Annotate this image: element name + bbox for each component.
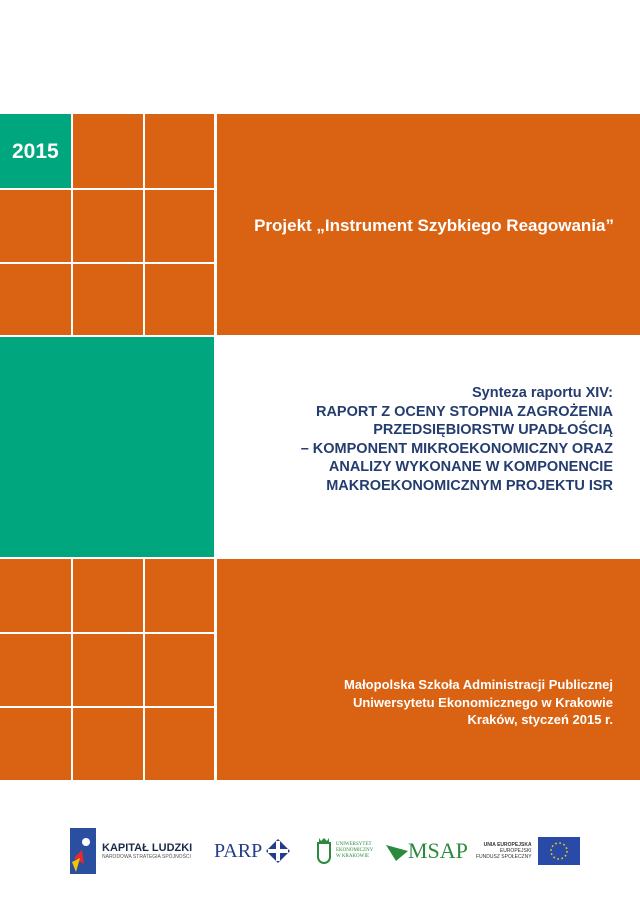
grid-tile: [145, 264, 214, 335]
grid-tile: [73, 114, 143, 188]
kapital-ludzki-subtext: NARODOWA STRATEGIA SPÓJNOŚCI: [102, 854, 191, 860]
synthesis-line: RAPORT Z OCENY STOPNIA ZAGROŻENIA: [315, 403, 613, 420]
eu-line: UNIA EUROPEJSKA: [483, 842, 532, 848]
grid-tile: [0, 708, 71, 780]
grid-tile: [0, 264, 71, 335]
uek-line: UNIWERSYTET: [336, 842, 372, 847]
grid-tile: [73, 634, 143, 706]
year: 2015: [12, 140, 59, 163]
parp-arrows-icon: [265, 838, 291, 864]
grid-tile: [145, 559, 214, 632]
institution-panel: [217, 559, 640, 780]
parp-logo: [214, 826, 291, 876]
project-title: Projekt „Instrument Szybkiego Reagowania”: [254, 216, 614, 235]
eu-line: EUROPEJSKI: [499, 848, 532, 854]
synthesis-line: PRZEDSIĘBIORSTW UPADŁOŚCIĄ: [373, 422, 613, 438]
kapital-ludzki-logo: [68, 826, 192, 876]
grid-tile: [73, 559, 143, 632]
uek-line: EKONOMICZNY: [336, 848, 374, 853]
synthesis-line: MAKROEKONOMICZNYM PROJEKTU ISR: [326, 477, 613, 494]
grid-tile: [145, 708, 214, 780]
parp-text: PARP: [214, 839, 263, 862]
eu-line: FUNDUSZ SPOŁECZNY: [476, 854, 532, 860]
grid-tile: [145, 634, 214, 706]
msap-text: MSAP: [408, 838, 468, 863]
uek-logo: [316, 826, 373, 876]
grid-tile: [0, 190, 71, 262]
eu-logo: [476, 826, 580, 876]
grid-tile: [145, 114, 214, 188]
synthesis-line: – KOMPONENT MIKROEKONOMICZNY ORAZ: [300, 440, 613, 457]
synthesis-title: [301, 384, 613, 495]
eu-flag-icon: [538, 837, 580, 865]
synthesis-line: ANALIZY WYKONANE W KOMPONENCIE: [328, 459, 613, 475]
uek-crest-icon: [316, 837, 332, 865]
msap-leaf-icon: [386, 841, 408, 861]
institution-line: Uniwersytetu Ekonomicznego w Krakowie: [352, 694, 613, 710]
logo-bar: [66, 826, 586, 876]
synthesis-line: Synteza raportu XIV:: [471, 385, 613, 401]
msap-logo: [386, 826, 468, 876]
grid-tile: [0, 559, 71, 632]
kapital-ludzki-text: KAPITAŁ LUDZKI: [102, 842, 193, 854]
grid-tile: [73, 190, 143, 262]
grid-tile: [73, 264, 143, 335]
uek-line: W KRAKOWIE: [336, 854, 370, 859]
grid-tile: [145, 190, 214, 262]
green-block: [0, 337, 214, 557]
institution-line: Kraków, styczeń 2015 r.: [467, 712, 613, 727]
institution-line: Małopolska Szkoła Administracji Publicznej: [344, 677, 613, 692]
kapital-ludzki-icon: [68, 828, 98, 874]
grid-tile: [0, 634, 71, 706]
grid-tile: [73, 708, 143, 780]
institution: [344, 676, 613, 729]
